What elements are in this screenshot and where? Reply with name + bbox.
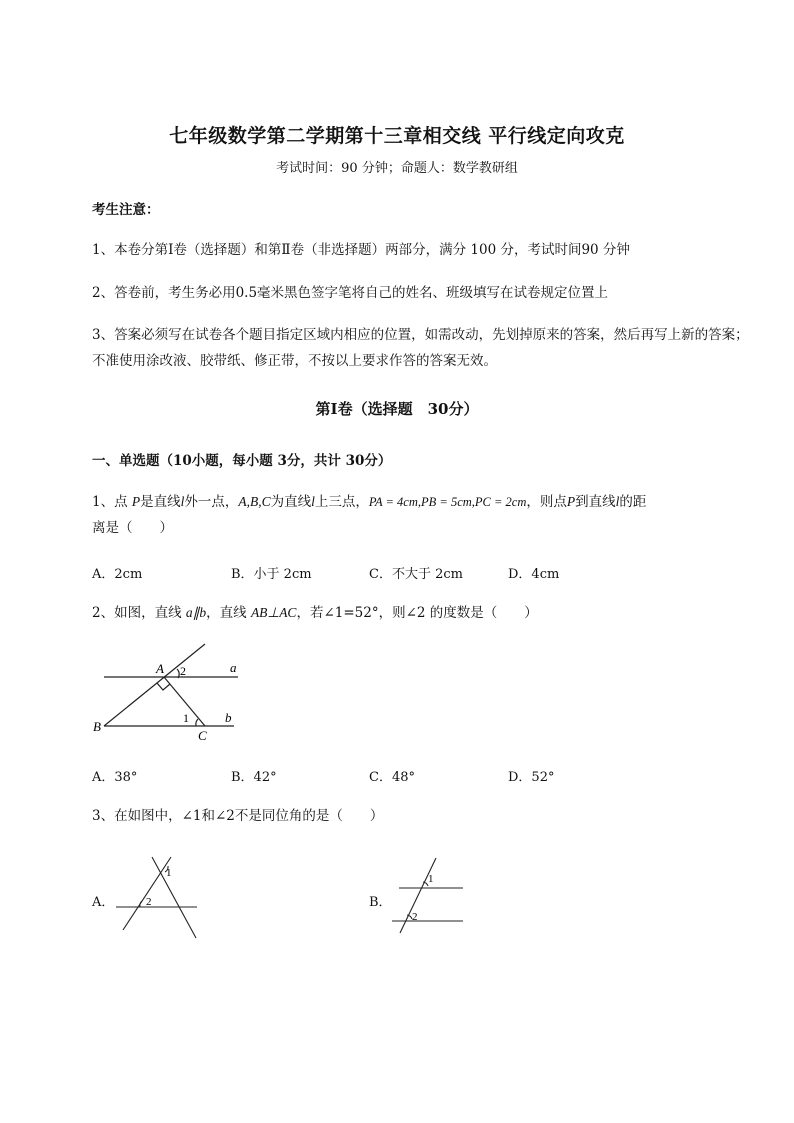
label-b: b [225,710,232,725]
q1-text: 外一点， [184,494,239,510]
label-1: 1 [183,711,189,725]
exam-info: 考试时间：90 分钟；命题人：数学教研组 [276,161,518,176]
section-title: 第Ⅰ卷（选择题 30分） [315,400,479,418]
page-title: 七年级数学第二学期第十三章相交线 平行线定向攻克 [169,125,625,147]
label-A: A [156,661,164,676]
q1-text: 1、点 [92,494,132,510]
q1-text: 到直线 [575,494,616,510]
q1-option-d[interactable]: D．4cm [508,567,560,582]
q3-figure-a [116,857,197,938]
q3b-label-1: 1 [428,873,434,885]
q2-option-a[interactable]: A．38° [92,770,138,785]
label-a: a [230,660,237,675]
label-B: B [93,719,101,734]
q1-text: 的距 [619,494,647,510]
label-2: 2 [180,664,186,678]
q1-option-c[interactable]: C．不大于 2cm [369,567,463,582]
q2-option-d[interactable]: D．52° [508,770,555,785]
part-title: 一、单选题（10小题，每小题 3分，共计 30分） [92,453,392,469]
q3-option-a-label[interactable]: A． [92,895,115,910]
notice-item-1: 1、本卷分第Ⅰ卷（选择题）和第Ⅱ卷（非选择题）两部分，满分 100 分，考试时间90 分钟 [92,242,630,258]
q2-option-c[interactable]: C．48° [369,770,415,785]
q3a-label-2: 2 [146,896,152,908]
q1-line-l: l [180,494,185,509]
q1-text: ，则点 [526,494,567,510]
notice-item-3: 3、答案必须写在试卷各个题目指定区域内相应的位置，如需改动，先划掉原来的答案，然后再写上新的答案；不准使用涂改液、胶带纸、修正带，不按以上要求作答的答案无效。 [92,327,749,369]
q2-parallel: a∥b [185,605,207,620]
q1-distances: PA = 4cm,PB = 5cm,PC = 2cm [368,495,527,509]
label-C: C [198,728,207,743]
q2-text: 2、如图，直线 [92,605,186,621]
q1-option-b[interactable]: B．小于 2cm [231,567,312,582]
question-3-stem: 3、在如图中，∠1和∠2不是同位角的是（ ） [92,808,384,824]
q3-figure-b [392,858,463,933]
q1-line-l: l [311,494,315,509]
q1-text: 为直线 [270,494,312,510]
q2-option-b[interactable]: B．42° [231,770,277,785]
q2-text: ，直线 [206,605,251,621]
q1-point-p: P [566,494,576,509]
q2-text: ，若∠1=52°，则∠2 的度数是（ ） [296,605,538,621]
q3-option-b-label[interactable]: B． [369,895,392,910]
notice-heading: 考生注意： [92,202,160,218]
q1-text: 是直线 [140,494,181,510]
notice-item-2: 2、答卷前，考生务必用0.5毫米黑色签字笔将自己的姓名、班级填写在试卷规定位置上 [92,285,609,301]
q3b-label-2: 2 [412,911,418,923]
q3a-label-1: 1 [166,867,172,879]
q1-text: 上三点， [314,494,369,510]
q1-line-l: l [615,494,620,509]
question-1-stem-line2: 离是（ ） [92,520,173,536]
q1-option-a[interactable]: A．2cm [92,567,143,582]
q2-perpendicular: AB⊥AC [250,605,297,620]
q1-points-abc: A,B,C [238,494,271,509]
q1-point-p: P [131,494,141,509]
